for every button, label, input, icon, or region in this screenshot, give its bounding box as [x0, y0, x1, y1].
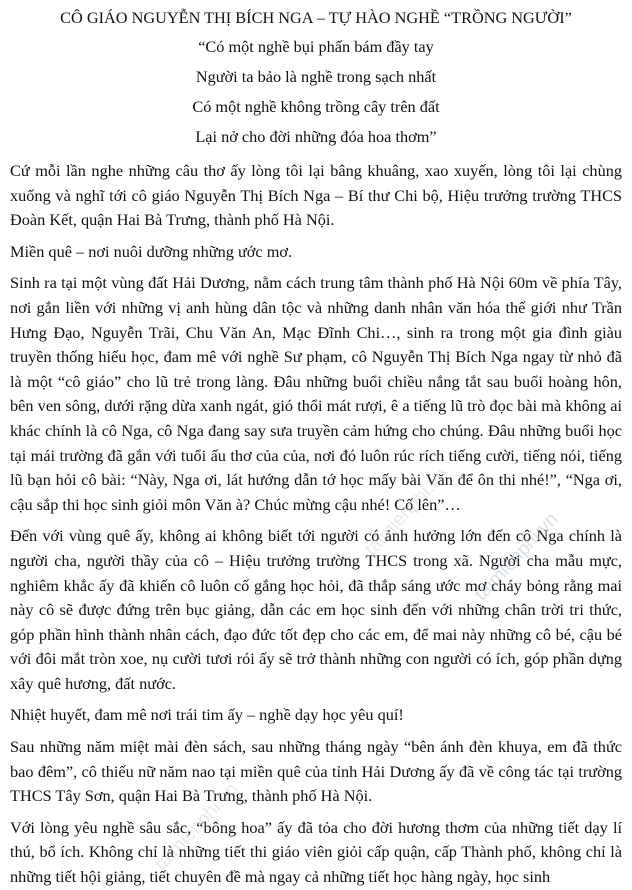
- paragraph-heading-homeland: Miền quê – nơi nuôi dưỡng những ước mơ.: [10, 241, 293, 261]
- paragraph-teaching: Với lòng yêu nghề sâu sắc, “bông hoa” ấy đã tỏa cho đời hương thơm của những tiết dạy lí thú, bổ ích. Không chỉ là những tiết thi giáo viên giỏi cấp quận, cấp Thành phố, không chỉ là những tiết hội giảng, tiết chuyên đề mà ngay cả những tiết học hàng ngày, học sinh: [10, 817, 622, 887]
- poem-block: [10, 32, 622, 152]
- poem-line: “Có một nghề bụi phấn bám đầy tay: [198, 37, 434, 56]
- poem-line: Lại nở cho đời những đóa hoa thơm”: [195, 127, 437, 146]
- paragraph-heading-passion: Nhiệt huyết, đam mê nơi trái tim ấy – nghề dạy học yêu quí!: [10, 705, 404, 725]
- paragraph-career-start: Sau những năm miệt mài đèn sách, sau những tháng ngày “bên ánh đèn khuya, em đã thức bao đêm”, cô thiếu nữ năm nao tại miền quê của tỉnh Hải Dương ấy đã về công tác tại trường THCS Tây Sơn, quận Hai Bà Trưng, thành phố Hà Nội.: [10, 737, 622, 806]
- watermark-logo: taimienphi.vn: [470, 508, 563, 606]
- poem-line: Có một nghề không trồng cây trên đất: [192, 97, 440, 116]
- paragraph-childhood: Sinh ra tại một vùng đất Hải Dương, nằm cách trung tâm thành phố Hà Nội 60m về phía Tây, nơi gắn liền với những vị anh hùng dân tộc và những danh nhân văn hóa thế giới như Trần Hưng Đạo, Nguyễn Trãi, Chu Văn An, Mạc Đĩnh Chi…, sinh ra trong một gia đình giàu truyền thống hiếu học, đam mê với nghề Sư phạm, cô Nguyễn Thị Bích Nga ngay từ nhỏ đã là một “cô giáo” cho lũ trẻ trong làng. Đâu những buổi chiều nắng tắt sau buổi hoàng hôn, bên ven sông, dưới rặng dừa xanh ngát, gió thổi mát rượi, ê a tiếng lũ trò đọc bài mà không ai khác chính là cô Nga, cô Nga đang say sưa truyền cảm hứng cho chúng. Đâu những buổi học tại mái trường đã gắn với tuổi ấu thơ của của, nơi đó luôn rúc rích tiếng cười, tiếng nói, tiếng lũ bạn hỏi cô bài: “Này, Nga ơi, lát hướng dẫn tớ học mấy bài Văn để ôn thi nhé!”, “Nga ơi, cậu sắp thi học sinh giỏi môn Văn à? Chúc mừng cậu nhé! Cố lên”…: [10, 273, 622, 514]
- poem-line: Người ta bảo là nghề trong sạch nhất: [195, 67, 437, 86]
- document-title: CÔ GIÁO NGUYỄN THỊ BÍCH NGA – TỰ HÀO NGHỀ “TRỒNG NGƯỜI”: [60, 8, 572, 27]
- watermark-logo: taimienphi.vn: [150, 778, 243, 876]
- watermark-logo: taimienphi.vn: [360, 463, 453, 561]
- paragraph-father: Đến với vùng quê ấy, không ai không biết tới người có ảnh hưởng lớn đến cô Nga chính là người cha, người thầy của cô – Hiệu trưởng trường THCS trong xã. Người cha mẫu mực, nghiêm khắc ấy đã khiến cô luôn cố gắng học hỏi, đã thắp sáng ước mơ cháy bỏng rằng mai này cô sẽ được đứng trên bục giảng, dẫn các em học sinh đến với những chân trời tri thức, góp phần hình thành nhân cách, đạo đức tốt đẹp cho các em, để mai này những cô bé, cậu bé với đôi mắt tròn xoe, nụ cười tươi rói ấy sẽ trở thành những con người có ích, góp phần dựng xây quê hương, đất nước.: [10, 526, 622, 693]
- paragraph-intro: Cứ mỗi lần nghe những câu thơ ấy lòng tôi lại bâng khuâng, xao xuyến, lòng tôi lại chùng xuống và nghĩ tới cô giáo Nguyễn Thị Bích Nga – Bí thư Chi bộ, Hiệu trưởng trường THCS Đoàn Kết, quận Hai Bà Trưng, thành phố Hà Nội.: [10, 161, 622, 230]
